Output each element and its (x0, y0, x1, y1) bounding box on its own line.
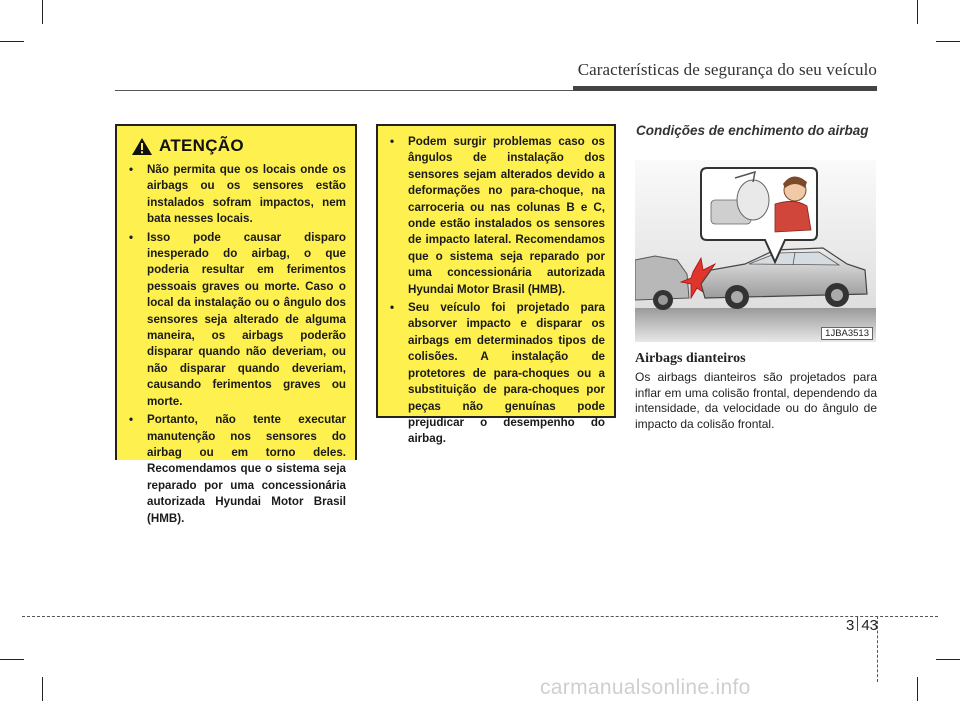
subsection-title: Airbags dianteiros (635, 351, 746, 366)
crop-mark (917, 677, 918, 701)
page-number-value: 43 (861, 617, 879, 634)
watermark: carmanualsonline.info (540, 676, 751, 699)
collision-illustration-graphic (635, 160, 876, 342)
warning-box-right (376, 124, 616, 446)
crop-mark (0, 659, 24, 660)
crop-mark (936, 41, 960, 42)
crop-mark (42, 0, 43, 24)
footer-vertical-dash (877, 616, 878, 682)
footer-rule (22, 616, 938, 617)
warning-triangle-icon (131, 137, 153, 156)
page-separator (857, 617, 858, 631)
chapter-header-title: Características de segurança do seu veículo (577, 60, 877, 79)
warning-item: • Seu veículo foi projetado para absorver impacto e disparar os airbags em determinados tipos de colisões. A instalação de protetores de para-choques ou a substituição de para-choques por peças não genuínas pode prejudicar o desempenho do airbag. (388, 300, 605, 448)
warning-title: ATENÇÃO (159, 136, 244, 155)
crop-mark (917, 0, 918, 24)
crop-mark (0, 41, 24, 42)
warning-list-left (117, 162, 355, 527)
warning-item: • Isso pode causar disparo inesperado do airbag, o que poderia resultar em ferimentos pessoais graves ou morte. Caso o local da instalação ou o ângulo dos sensores seja alterado de alguma maneira, os airbags poderão disparar quando não deveriam, ou não disparar quando deveriam, causando ferimentos graves ou morte. (127, 230, 346, 410)
warning-list-right (378, 126, 614, 448)
crop-mark (42, 677, 43, 701)
warning-heading (131, 136, 355, 156)
body-paragraph: Os airbags dianteiros são projetados para inflar em uma colisão frontal, dependendo da intensidade, da velocidade ou do ângulo de impacto da colisão frontal. (635, 370, 877, 431)
figure-code: 1JBA3513 (821, 327, 873, 340)
airbag-collision-illustration (635, 160, 876, 342)
section-title: Condições de enchimento do airbag (636, 123, 869, 138)
warning-item: • Podem surgir problemas caso os ângulos de instalação dos sensores sejam alterados devido a deformações no para-choque, na carroceria ou nas colunas B e C, onde estão instalados os sensores de impacto lateral. Recomendamos que o sistema seja reparado por uma concessionária autorizada Hyundai Motor Brasil (HMB). (388, 134, 605, 298)
chapter-number: 3 (846, 617, 855, 634)
header-bar (573, 86, 877, 91)
warning-item: • Não permita que os locais onde os airbags ou os sensores estão instalados sofram impactos, nem bata nesses locais. (127, 162, 346, 228)
warning-box-left (115, 124, 357, 525)
warning-item: • Portanto, não tente executar manutenção nos sensores do airbag ou em torno deles. Recomendamos que o sistema seja reparado por uma concessionária autorizada Hyundai Motor Brasil (HMB). (127, 412, 346, 527)
crop-mark (936, 659, 960, 660)
page-number (846, 617, 878, 634)
